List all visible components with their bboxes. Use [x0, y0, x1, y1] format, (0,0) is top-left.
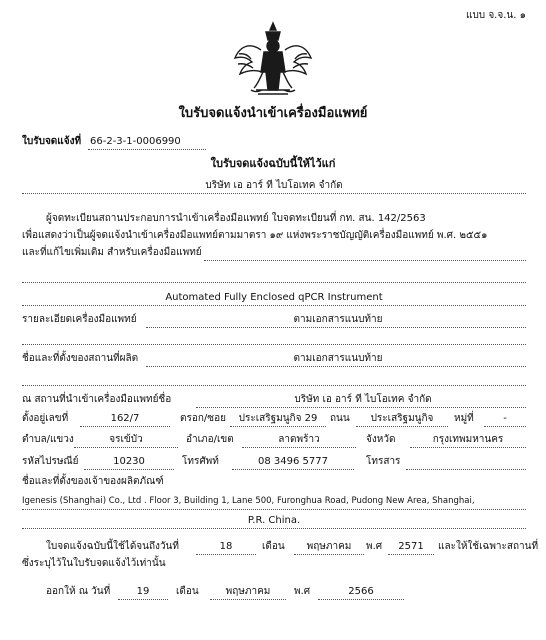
document-title: ใบรับจดแจ้งนำเข้าเครื่องมือแพทย์ [178, 106, 368, 121]
receipt-number: 66-2-3-1-0006990 [90, 136, 181, 147]
subdistrict-value: จรเข้บัว [109, 434, 143, 445]
blank-underline-2 [22, 344, 526, 345]
importer-name: บริษัท เอ อาร์ ที ไบโอเทค จำกัด [294, 394, 432, 405]
importer-label: ณ สถานที่นำเข้าเครื่องมือแพทย์ชื่อ [22, 394, 172, 405]
manufacture-site-underline [146, 366, 526, 367]
postcode-underline [84, 469, 174, 470]
phone-value: 08 3496 5777 [258, 456, 328, 467]
device-name: Automated Fully Enclosed qPCR Instrument [165, 292, 383, 303]
district-value: ลาดพร้าว [278, 434, 320, 445]
device-name-underline [22, 305, 526, 306]
receipt-label: ใบรับจดแจ้งที่ [22, 136, 82, 147]
issue-prefix: ออกให้ ณ วันที่ [46, 586, 111, 597]
receipt-underline [88, 149, 206, 150]
owner-label: ชื่อและที่ตั้งของเจ้าของผลิตภัณฑ์ [22, 476, 164, 487]
issue-month-label: เดือน [176, 586, 199, 597]
owner-underline-1 [22, 509, 526, 510]
subdistrict-label: ตำบล/แขวง [22, 434, 74, 445]
issue-day-underline [118, 599, 168, 600]
form-code: แบบ จ.จ.น. ๑ [466, 10, 526, 21]
moo-value: - [503, 413, 507, 424]
road-value: ประเสริฐมนูกิจ [370, 413, 434, 424]
address-no: 162/7 [110, 413, 140, 424]
statute-line: เพื่อแสดงว่าเป็นผู้จดแจ้งนำเข้าเครื่องมือแพทย์ตามมาตรา ๑๙ แห่งพระราชบัญญัติเครื่องมือแพทย์ พ.ศ. ๒๕๕๑ [22, 230, 488, 241]
soi-label: ตรอก/ซอย [180, 413, 226, 424]
subdistrict-underline [74, 447, 178, 448]
validity-line2: ซึ่งระบุไว้ในใบรับจดแจ้งไว้เท่านั้น [22, 558, 166, 569]
device-detail-underline [146, 327, 526, 328]
blank-underline-1 [22, 282, 526, 283]
company-underline [22, 193, 526, 194]
manufacture-site-value: ตามเอกสารแนบท้าย [293, 353, 383, 364]
validity-month-underline [294, 554, 364, 555]
owner-address-line1: Igenesis (Shanghai) Co., Ltd . Floor 3, Building 1, Lane 500, Furonghua Road, Pudong New Area, Shanghai, [22, 496, 475, 506]
address-no-underline [80, 426, 170, 427]
address-no-label: ตั้งอยู่เลขที่ [22, 413, 69, 424]
moo-label: หมู่ที่ [454, 413, 474, 424]
district-label: อำเภอ/เขต [186, 434, 234, 445]
province-value: กรุงเทพมหานคร [432, 434, 504, 445]
issue-month-underline [210, 599, 286, 600]
district-underline [242, 447, 356, 448]
soi-value: ประเสริฐมนูกิจ 29 [238, 413, 318, 424]
device-detail-value: ตามเอกสารแนบท้าย [293, 314, 383, 325]
issue-day: 19 [136, 586, 150, 597]
fax-label: โทรสาร [366, 456, 401, 467]
road-label: ถนน [330, 413, 350, 424]
phone-underline [232, 469, 354, 470]
importer-underline [196, 407, 526, 408]
company-name: บริษัท เอ อาร์ ที ไบโอเทค จำกัด [205, 180, 343, 191]
registration-line: ผู้จดทะเบียนสถานประกอบการนำเข้าเครื่องมือแพทย์ ใบจดทะเบียนที่ กท. สน. 142/2563 [46, 213, 426, 224]
issue-month: พฤษภาคม [225, 586, 271, 597]
device-for-underline [204, 260, 526, 261]
soi-underline [230, 426, 326, 427]
issued-to-label: ใบรับจดแจ้งฉบับนี้ให้ไว้แก่ [210, 157, 336, 170]
validity-day: 18 [219, 541, 233, 552]
garuda-emblem-icon [232, 20, 314, 98]
issue-year-label: พ.ศ [294, 586, 311, 597]
phone-label: โทรศัพท์ [182, 456, 219, 467]
moo-underline [484, 426, 526, 427]
validity-month: พฤษภาคม [306, 541, 352, 552]
owner-underline-2 [22, 528, 526, 529]
road-underline [356, 426, 448, 427]
validity-year-underline [388, 554, 434, 555]
issue-year: 2566 [348, 586, 374, 597]
validity-year: 2571 [398, 541, 424, 552]
validity-suffix: และให้ใช้เฉพาะสถานที่ [438, 541, 539, 552]
issue-year-underline [318, 599, 404, 600]
fax-underline [406, 469, 526, 470]
postcode-value: 10230 [113, 456, 145, 467]
validity-year-label: พ.ศ [366, 541, 383, 552]
validity-day-underline [196, 554, 256, 555]
province-label: จังหวัด [366, 434, 396, 445]
device-for-line: และที่แก้ไขเพิ่มเติม สำหรับเครื่องมือแพทย์ [22, 247, 202, 258]
blank-underline-3 [22, 385, 526, 386]
postcode-label: รหัสไปรษณีย์ [22, 456, 79, 467]
owner-address-line2: P.R. China. [247, 515, 301, 526]
manufacture-site-label: ชื่อและที่ตั้งของสถานที่ผลิต [22, 353, 139, 364]
province-underline [410, 447, 526, 448]
validity-prefix: ใบจดแจ้งฉบับนี้ใช้ได้จนถึงวันที่ [46, 541, 179, 552]
validity-month-label: เดือน [262, 541, 285, 552]
device-detail-label: รายละเอียดเครื่องมือแพทย์ [22, 314, 137, 325]
